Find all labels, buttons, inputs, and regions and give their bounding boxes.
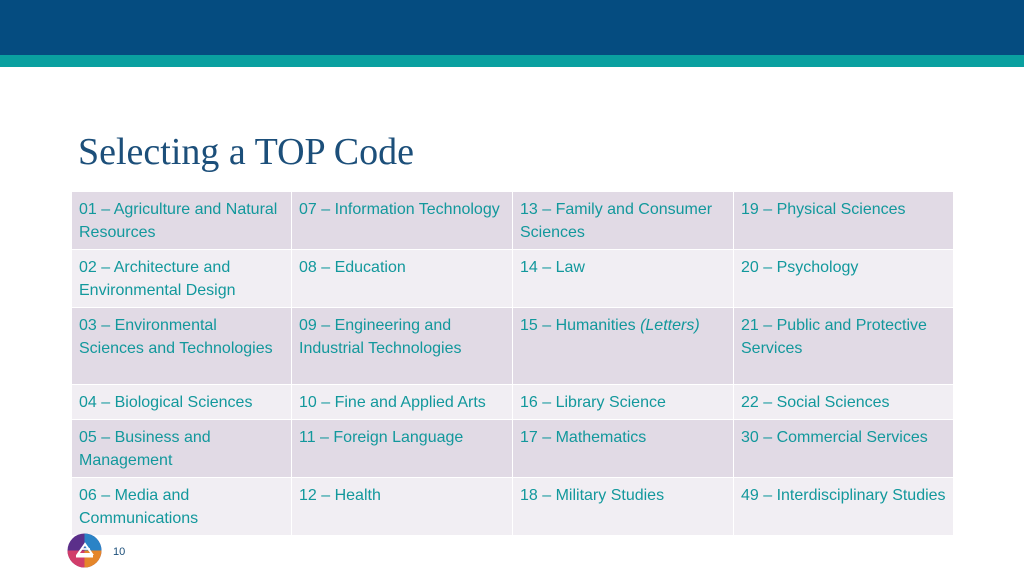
table-cell: 03 – Environmental Sciences and Technologies — [72, 308, 292, 385]
table-cell: 49 – Interdisciplinary Studies — [734, 478, 954, 536]
table-cell: 22 – Social Sciences — [734, 385, 954, 420]
table-cell: 12 – Health — [292, 478, 513, 536]
table-row — [72, 192, 954, 250]
table-cell: 07 – Information Technology — [292, 192, 513, 250]
table-row — [72, 420, 954, 478]
college-logo-icon — [67, 533, 102, 568]
table-cell: 13 – Family and Consumer Sciences — [513, 192, 734, 250]
header-band — [0, 0, 1024, 55]
table-cell: 08 – Education — [292, 250, 513, 308]
table-cell: 14 – Law — [513, 250, 734, 308]
table-row — [72, 250, 954, 308]
table-row — [72, 385, 954, 420]
table-cell: 05 – Business and Management — [72, 420, 292, 478]
top-code-table — [71, 191, 954, 536]
table-cell: 17 – Mathematics — [513, 420, 734, 478]
humanities-note: (Letters) — [640, 317, 700, 334]
table-cell: 20 – Psychology — [734, 250, 954, 308]
table-row — [72, 308, 954, 385]
table-cell: 09 – Engineering and Industrial Technologies — [292, 308, 513, 385]
table-cell: 02 – Architecture and Environmental Design — [72, 250, 292, 308]
table-cell: 04 – Biological Sciences — [72, 385, 292, 420]
accent-band — [0, 55, 1024, 67]
table-cell: 21 – Public and Protective Services — [734, 308, 954, 385]
table-cell — [513, 308, 734, 385]
slide-title: Selecting a TOP Code — [78, 131, 414, 173]
table-cell: 01 – Agriculture and Natural Resources — [72, 192, 292, 250]
table-cell: 11 – Foreign Language — [292, 420, 513, 478]
table-row — [72, 478, 954, 536]
humanities-label: 15 – Humanities — [520, 317, 636, 334]
table-cell: 30 – Commercial Services — [734, 420, 954, 478]
table-cell: 19 – Physical Sciences — [734, 192, 954, 250]
table-cell: 16 – Library Science — [513, 385, 734, 420]
page-number: 10 — [113, 546, 126, 558]
table-cell: 06 – Media and Communications — [72, 478, 292, 536]
table-cell: 10 – Fine and Applied Arts — [292, 385, 513, 420]
table-cell: 18 – Military Studies — [513, 478, 734, 536]
